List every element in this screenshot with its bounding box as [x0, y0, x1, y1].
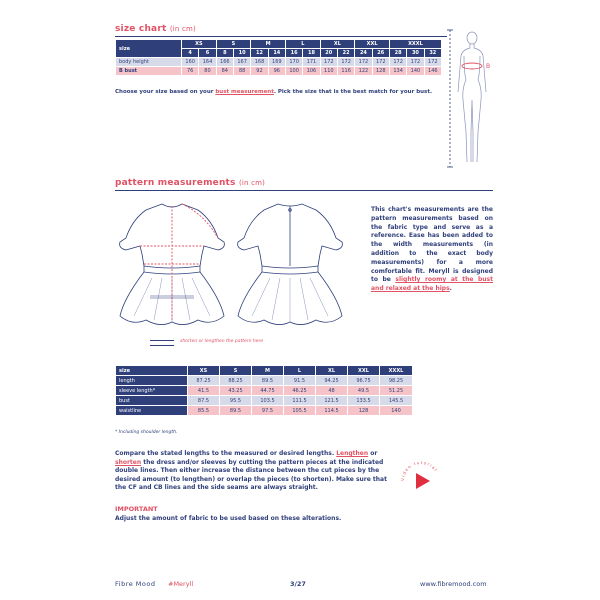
numeric-size: 14	[268, 49, 285, 58]
size-chart-title: size chart (in cm)	[115, 24, 196, 34]
bust-cell: 100	[285, 67, 302, 76]
measurement-row	[116, 386, 413, 396]
fit-link: slightly roomy at the bust and relaxed at the hips	[371, 276, 493, 293]
bust-cell: 84	[216, 67, 233, 76]
bust-cell: 88	[233, 67, 250, 76]
size-header: M	[252, 366, 284, 376]
body-height-cell: 172	[355, 58, 372, 67]
instructions-paragraph: Compare the stated lengths to the measured or desired lengths. Lengthen or shorten the dress and/or sleeves by cutting the pattern pieces at the indicated double lines. Then either increase the distance between the cut pieces by the desired amount (to lengthen) or overlap the pieces (to shorten). Make sure that the CF and CB lines and the side seams are always straight.	[115, 450, 387, 491]
size-chart-rule	[115, 36, 447, 37]
body-height-cell: 172	[407, 58, 424, 67]
body-height-cell: 172	[337, 58, 354, 67]
measurement-label: sleeve length*	[116, 386, 188, 396]
bust-cell: 146	[424, 67, 441, 76]
body-height-cell: 172	[372, 58, 389, 67]
numeric-size: 22	[337, 49, 354, 58]
pattern-title: pattern measurements (in cm)	[115, 178, 266, 188]
play-icon	[416, 473, 430, 489]
measurement-row	[116, 376, 413, 386]
measurement-cell: 114.5	[316, 406, 348, 416]
dress-front-illustration	[112, 198, 232, 333]
size-group: L	[285, 40, 320, 49]
measurement-cell: 105.5	[284, 406, 316, 416]
size-header: S	[220, 366, 252, 376]
measurement-cell: 97.5	[252, 406, 284, 416]
measurement-cell: 46.25	[284, 386, 316, 396]
dress-back-illustration	[230, 198, 350, 333]
size-group: XL	[320, 40, 355, 49]
body-height-cell: 168	[251, 58, 268, 67]
measurement-cell: 87.5	[188, 396, 220, 406]
size-group: XXL	[355, 40, 390, 49]
numeric-size: 20	[320, 49, 337, 58]
measurement-cell: 87.25	[188, 376, 220, 386]
numeric-size: 32	[424, 49, 441, 58]
size-chart-note: Choose your size based on your bust measurement. Pick the size that is the best match for your bust.	[115, 89, 433, 95]
measurement-cell: 43.25	[220, 386, 252, 396]
body-height-cell: 160	[182, 58, 199, 67]
measurement-cell: 44.75	[252, 386, 284, 396]
numeric-size: 4	[182, 49, 199, 58]
measurement-cell: 96.75	[348, 376, 380, 386]
size-group: S	[216, 40, 251, 49]
bust-measurement-link[interactable]: bust measurement	[215, 89, 274, 95]
bust-cell: 106	[303, 67, 320, 76]
double-line-legend-icon	[150, 340, 174, 346]
size-header: XXL	[348, 366, 380, 376]
measurement-cell: 145.5	[380, 396, 413, 406]
numeric-size: 28	[389, 49, 406, 58]
size-group: XXXL	[389, 40, 441, 49]
bust-cell: 134	[389, 67, 406, 76]
measurement-cell: 128	[348, 406, 380, 416]
body-height-label: body height	[116, 58, 182, 67]
size-header: XXXL	[380, 366, 413, 376]
numeric-size: 30	[407, 49, 424, 58]
measurement-cell: 51.25	[380, 386, 413, 396]
size-header: XL	[316, 366, 348, 376]
page-number: 3/27	[290, 580, 306, 588]
size-chart-table-wrap	[115, 39, 442, 76]
footnote: * Including shoulder length.	[115, 430, 178, 435]
measurement-cell: 111.5	[284, 396, 316, 406]
body-figure-illustration	[440, 22, 500, 172]
size-chart-table	[115, 39, 442, 76]
measurement-cell: 89.5	[252, 376, 284, 386]
measurement-row	[116, 396, 413, 406]
legend-text: shorten or lengthen the pattern here	[180, 339, 264, 344]
body-height-cell: 169	[268, 58, 285, 67]
body-height-cell: 166	[216, 58, 233, 67]
measurement-row	[116, 406, 413, 416]
bust-cell: 128	[372, 67, 389, 76]
website-url: www.fibremood.com	[420, 580, 487, 588]
size-group: XS	[182, 40, 217, 49]
body-height-cell: 164	[199, 58, 216, 67]
figure-outline	[458, 32, 486, 162]
bust-cell: 92	[251, 67, 268, 76]
bust-cell: 80	[199, 67, 216, 76]
measurements-table-wrap	[115, 365, 413, 416]
bust-measure-loop	[462, 63, 482, 69]
numeric-size: 18	[303, 49, 320, 58]
bust-point-label: B	[486, 63, 491, 70]
bust-cell: 96	[268, 67, 285, 76]
bust-label: B bust	[116, 67, 182, 76]
bust-cell: 140	[407, 67, 424, 76]
measurements-header	[116, 366, 413, 376]
measurement-label: waistline	[116, 406, 188, 416]
measurement-label: length	[116, 376, 188, 386]
measurement-cell: 103.5	[252, 396, 284, 406]
size-header-label: size	[116, 366, 188, 376]
measurement-cell: 94.25	[316, 376, 348, 386]
numeric-size: 26	[372, 49, 389, 58]
measure-lines	[140, 204, 218, 320]
numeric-size: 10	[233, 49, 250, 58]
size-group-row	[116, 40, 442, 49]
measurement-cell: 89.5	[220, 406, 252, 416]
bust-cell: 76	[182, 67, 199, 76]
body-height-cell: 170	[285, 58, 302, 67]
lengthen-link: Lengthen	[336, 450, 369, 457]
video-play-button[interactable]	[398, 458, 444, 504]
size-group: M	[251, 40, 286, 49]
measurement-cell: 88.25	[220, 376, 252, 386]
body-height-cell: 171	[303, 58, 320, 67]
measurement-cell: 49.5	[348, 386, 380, 396]
measurement-cell: 91.5	[284, 376, 316, 386]
numeric-size: 12	[251, 49, 268, 58]
measurements-table	[115, 365, 413, 416]
important-title: IMPORTANT	[115, 505, 158, 513]
size-header: L	[284, 366, 316, 376]
measurement-cell: 85.5	[188, 406, 220, 416]
video-badge-text: Video tutorial	[399, 459, 439, 482]
pattern-rule	[115, 190, 493, 191]
measurement-cell: 140	[380, 406, 413, 416]
hashtag: #Meryll	[168, 580, 194, 588]
numeric-size: 8	[216, 49, 233, 58]
body-height-cell: 167	[233, 58, 250, 67]
measurement-cell: 41.5	[188, 386, 220, 396]
bust-row	[116, 67, 442, 76]
measurement-cell: 98.25	[380, 376, 413, 386]
measurement-cell: 133.5	[348, 396, 380, 406]
measurement-cell: 95.5	[220, 396, 252, 406]
pattern-description: This chart's measurements are the pattern measurements based on the fabric type and serve as a reference. Ease has been added to the width measurements (in addition to the exact body measurements) for a more comfortable fit. Meryll is designed to be slightly roomy at the bust and relaxed at the hips.	[371, 206, 493, 293]
numeric-size: 24	[355, 49, 372, 58]
body-height-cell: 172	[389, 58, 406, 67]
important-text: Adjust the amount of fabric to be used based on these alterations.	[115, 515, 342, 522]
measurement-label: bust	[116, 396, 188, 406]
numeric-size: 16	[285, 49, 302, 58]
numeric-size: 6	[199, 49, 216, 58]
brand-logo: Fibre Mood	[115, 580, 156, 588]
body-height-cell: 172	[320, 58, 337, 67]
measurement-cell: 121.5	[316, 396, 348, 406]
size-header: XS	[188, 366, 220, 376]
size-label: size	[116, 40, 182, 58]
body-height-cell: 172	[424, 58, 441, 67]
bust-cell: 110	[320, 67, 337, 76]
bust-cell: 122	[355, 67, 372, 76]
measurement-cell: 48	[316, 386, 348, 396]
bust-cell: 116	[337, 67, 354, 76]
shorten-link: shorten	[115, 458, 142, 466]
body-height-row	[116, 58, 442, 67]
